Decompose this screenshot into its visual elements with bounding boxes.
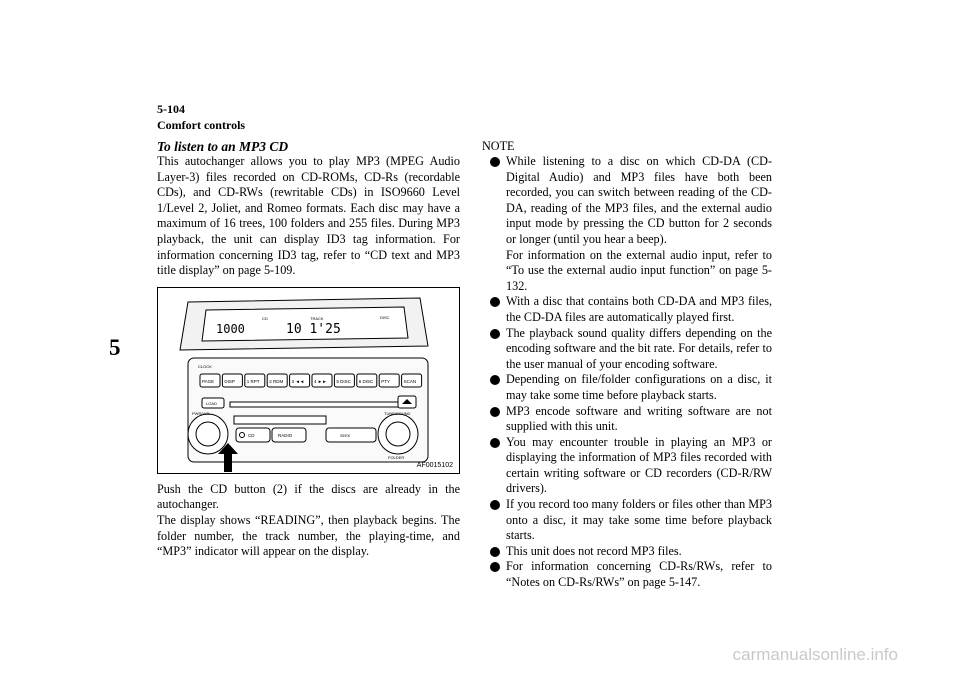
instruction-paragraph-1: Push the CD button (2) if the discs are already in the autochanger. (157, 481, 460, 512)
cd-button-label: CD (248, 432, 255, 438)
preset-button-label: 2 RDM (269, 378, 284, 384)
bullet-icon (490, 407, 500, 417)
note-text: For information concerning CD-Rs/RWs, refer to “Notes on CD-Rs/RWs” on page 5-147. (506, 559, 772, 590)
intro-paragraph: This autochanger allows you to play MP3 (MPEG Audio Layer-3) files recorded on CD-ROMs, CD-Rs (recordable CDs), and CD-RWs (rewritable CDs) in ISO9660 Level 1/Level 2, Joliet, and Romeo formats. Each disc may have a maximum of 16 trees, 100 folders and 255 files. During MP3 playback, the unit can display ID3 tag information. For information concerning ID3 tag, refer to “CD text and MP3 title display” on page 5-109. (157, 154, 460, 278)
left-column (157, 139, 460, 560)
note-extra-text: For information on the external audio input, refer to “To use the external audio input function” on page 5-132. (506, 247, 772, 293)
note-text: The playback sound quality differs depending on the encoding software and the bit rate. For details, refer to the user manual of your encoding software. (506, 325, 772, 371)
note-item (482, 435, 772, 497)
seek-label: SEEK (340, 433, 351, 438)
note-item (482, 326, 772, 373)
display-main-readout: 10 1'25 (286, 321, 341, 337)
watermark: carmanualsonline.info (732, 645, 898, 664)
bullet-icon (490, 157, 500, 167)
preset-button-label: SCAN (403, 378, 417, 384)
note-text: You may encounter trouble in playing an MP3 or displaying the information of MP3 files recorded with certain writing software or CD recorders (CD-R/RW drivers). (506, 434, 772, 496)
folder-label: FOLDER (388, 454, 405, 460)
right-column (482, 139, 772, 591)
tune-label: TUNE/SOUND (384, 410, 411, 416)
note-item (482, 559, 772, 590)
section-title: Comfort controls (157, 118, 246, 132)
clock-label: CLOCK (198, 363, 212, 369)
note-item (482, 154, 772, 294)
bullet-icon (490, 329, 500, 339)
preset-button-label: 5 DISC (336, 378, 351, 384)
bullet-icon (490, 562, 500, 572)
load-label: LOAD (206, 400, 217, 406)
instruction-paragraph-2: The display shows “READING”, then playback begins. The folder number, the track number, the playing-time, and “MP3” indicator will appear on the display. (157, 512, 460, 559)
page-number: 5-104 (157, 102, 185, 116)
note-item (482, 544, 772, 560)
display-cd-label: CD (262, 315, 268, 321)
note-item (482, 404, 772, 435)
chapter-tab: 5 (109, 335, 121, 360)
bullet-icon (490, 500, 500, 510)
note-text: While listening to a disc on which CD-DA (CD-Digital Audio) and MP3 files have both been recorded, you can switch between reading of the CD-DA, reading of the MP3 files, and the external audio input mode by pressing the CD button for 2 seconds or longer (until you hear a beep). (506, 154, 772, 246)
radio-illustration (158, 288, 459, 473)
bullet-icon (490, 375, 500, 385)
preset-button-label: 4 ►► (314, 378, 327, 384)
note-item (482, 372, 772, 403)
preset-button-label: 3 ◄◄ (291, 378, 305, 384)
note-item (482, 497, 772, 544)
note-text: MP3 encode software and writing software are not supplied with this unit. (506, 403, 772, 434)
preset-button-label: PTY (381, 378, 390, 384)
bullet-icon (490, 438, 500, 448)
figure-code: AF0015102 (416, 461, 453, 469)
preset-button-label: PAGE (202, 378, 215, 384)
preset-button-label: DISP (224, 378, 235, 384)
display-track-label: TRACK (310, 315, 324, 321)
radio-button-label: RADIO (278, 432, 293, 438)
note-text: If you record too many folders or files other than MP3 onto a disc, it may take some time before playback starts. (506, 497, 772, 543)
preset-button-label: 6 DISC (358, 378, 374, 384)
radio-figure (157, 287, 460, 474)
note-text: Depending on file/folder configurations on a disc, it may take some time before playback starts. (506, 372, 772, 402)
display-left-readout: 1000 (216, 321, 245, 336)
preset-button-label: 1 RPT (246, 378, 260, 384)
bullet-icon (490, 547, 500, 557)
note-label: NOTE (482, 139, 515, 153)
notes-list (482, 154, 772, 591)
pwr-label: PWR/VOL (192, 410, 211, 416)
note-text: With a disc that contains both CD-DA and MP3 files, the CD-DA files are automatically played first. (506, 294, 772, 324)
bullet-icon (490, 297, 500, 307)
section-heading: To listen to an MP3 CD (157, 139, 289, 154)
display-disc-label: DISC (380, 314, 390, 320)
note-text: This unit does not record MP3 files. (506, 543, 682, 558)
note-item (482, 294, 772, 325)
